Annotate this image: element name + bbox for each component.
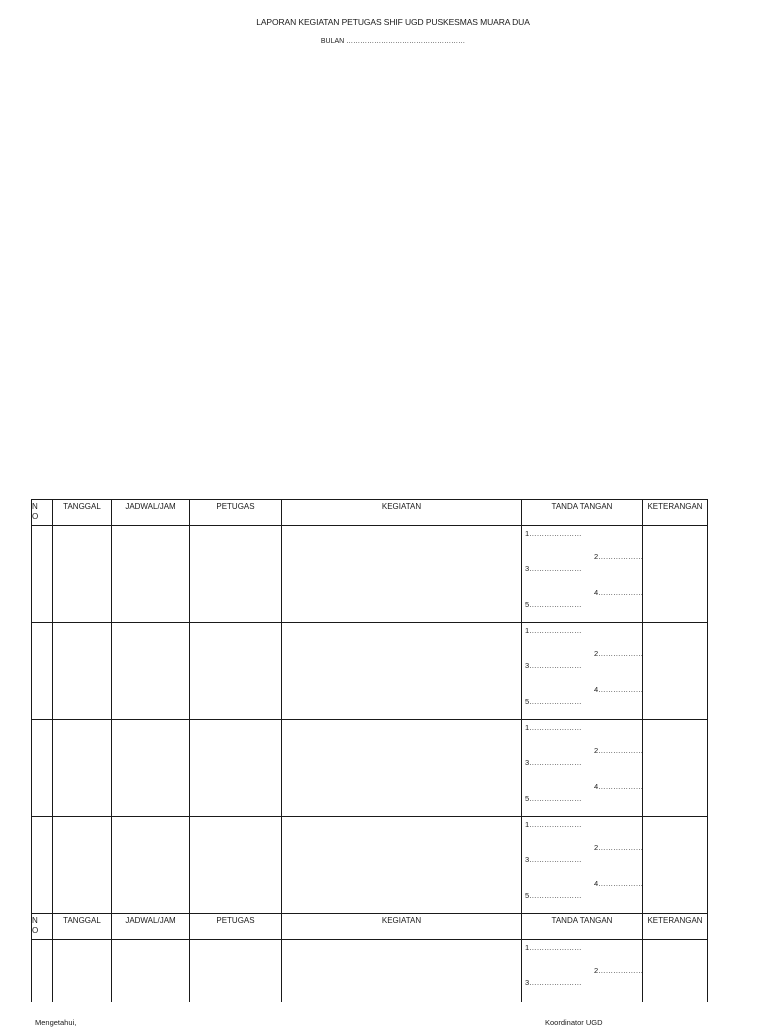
cell-petugas[interactable] <box>190 623 282 720</box>
cell-tanda-tangan[interactable] <box>522 623 643 720</box>
cell-no[interactable] <box>32 940 53 1003</box>
cell-petugas[interactable] <box>190 526 282 623</box>
signature-line-3: 3………………… <box>525 978 582 987</box>
cell-tanggal[interactable] <box>53 817 112 914</box>
cell-kegiatan[interactable] <box>282 720 522 817</box>
footer-right-label: Koordinator UGD <box>545 1018 603 1027</box>
signature-line-1: 1………………… <box>525 820 582 829</box>
table-header-row <box>32 500 708 526</box>
cell-no[interactable] <box>32 720 53 817</box>
header-tanggal: TANGGAL <box>53 914 112 940</box>
header-petugas: PETUGAS <box>190 914 282 940</box>
signature-line-1: 1………………… <box>525 529 582 538</box>
cell-keterangan[interactable] <box>643 940 708 1003</box>
header-no: N O <box>32 500 53 526</box>
footer-left-label: Mengetahui, <box>35 1018 77 1027</box>
signature-line-1: 1………………… <box>525 723 582 732</box>
signature-line-2: 2……………… <box>594 746 644 755</box>
report-month: BULAN …………………………………………… <box>320 38 466 45</box>
cell-kegiatan[interactable] <box>282 623 522 720</box>
cell-petugas[interactable] <box>190 817 282 914</box>
cell-no[interactable] <box>32 526 53 623</box>
table-row <box>32 817 708 914</box>
cell-keterangan[interactable] <box>643 623 708 720</box>
header-kegiatan: KEGIATAN <box>282 914 522 940</box>
signature-line-4: 4……………… <box>594 588 644 597</box>
signature-line-4: 4……………… <box>594 782 644 791</box>
signature-line-3: 3………………… <box>525 564 582 573</box>
header-no: N O <box>32 914 53 940</box>
header-kegiatan: KEGIATAN <box>282 500 522 526</box>
signature-line-5: 5………………… <box>525 891 582 900</box>
report-table <box>31 499 708 1002</box>
signature-line-4: 4……………… <box>594 879 644 888</box>
table-row <box>32 526 708 623</box>
cell-keterangan[interactable] <box>643 526 708 623</box>
signature-line-4: 4……………… <box>594 685 644 694</box>
cell-jadwal[interactable] <box>112 940 190 1003</box>
cell-tanggal[interactable] <box>53 623 112 720</box>
cell-jadwal[interactable] <box>112 720 190 817</box>
signature-line-3: 3………………… <box>525 855 582 864</box>
header-keterangan: KETERANGAN <box>643 500 708 526</box>
header-tanda-tangan: TANDA TANGAN <box>522 914 643 940</box>
signature-line-5: 5………………… <box>525 697 582 706</box>
cell-kegiatan[interactable] <box>282 940 522 1003</box>
cell-keterangan[interactable] <box>643 817 708 914</box>
signature-line-1: 1………………… <box>525 626 582 635</box>
table-row <box>32 623 708 720</box>
cell-tanda-tangan[interactable] <box>522 526 643 623</box>
cell-jadwal[interactable] <box>112 623 190 720</box>
signature-line-2: 2……………… <box>594 843 644 852</box>
header-tanda-tangan: TANDA TANGAN <box>522 500 643 526</box>
cell-tanggal[interactable] <box>53 526 112 623</box>
signature-line-3: 3………………… <box>525 758 582 767</box>
cell-keterangan[interactable] <box>643 720 708 817</box>
cell-tanda-tangan[interactable] <box>522 817 643 914</box>
cell-petugas[interactable] <box>190 720 282 817</box>
table-header-row <box>32 914 708 940</box>
signature-line-2: 2……………… <box>594 966 644 975</box>
cell-tanggal[interactable] <box>53 940 112 1003</box>
cell-jadwal[interactable] <box>112 817 190 914</box>
signature-line-2: 2……………… <box>594 649 644 658</box>
signature-line-1: 1………………… <box>525 943 582 952</box>
header-jadwal: JADWAL/JAM <box>112 914 190 940</box>
cell-no[interactable] <box>32 817 53 914</box>
signature-line-3: 3………………… <box>525 661 582 670</box>
header-keterangan: KETERANGAN <box>643 914 708 940</box>
table-row <box>32 940 708 1003</box>
signature-line-5: 5………………… <box>525 794 582 803</box>
cell-kegiatan[interactable] <box>282 817 522 914</box>
signature-line-5: 5………………… <box>525 600 582 609</box>
header-tanggal: TANGGAL <box>53 500 112 526</box>
table-row <box>32 720 708 817</box>
cell-tanggal[interactable] <box>53 720 112 817</box>
cell-tanda-tangan[interactable] <box>522 720 643 817</box>
report-title: LAPORAN KEGIATAN PETUGAS SHIF UGD PUSKESMAS MUARA DUA <box>256 17 530 27</box>
cell-tanda-tangan[interactable] <box>522 940 643 1003</box>
signature-line-2: 2……………… <box>594 552 644 561</box>
header-petugas: PETUGAS <box>190 500 282 526</box>
cell-petugas[interactable] <box>190 940 282 1003</box>
header-jadwal: JADWAL/JAM <box>112 500 190 526</box>
cell-no[interactable] <box>32 623 53 720</box>
cell-kegiatan[interactable] <box>282 526 522 623</box>
cell-jadwal[interactable] <box>112 526 190 623</box>
